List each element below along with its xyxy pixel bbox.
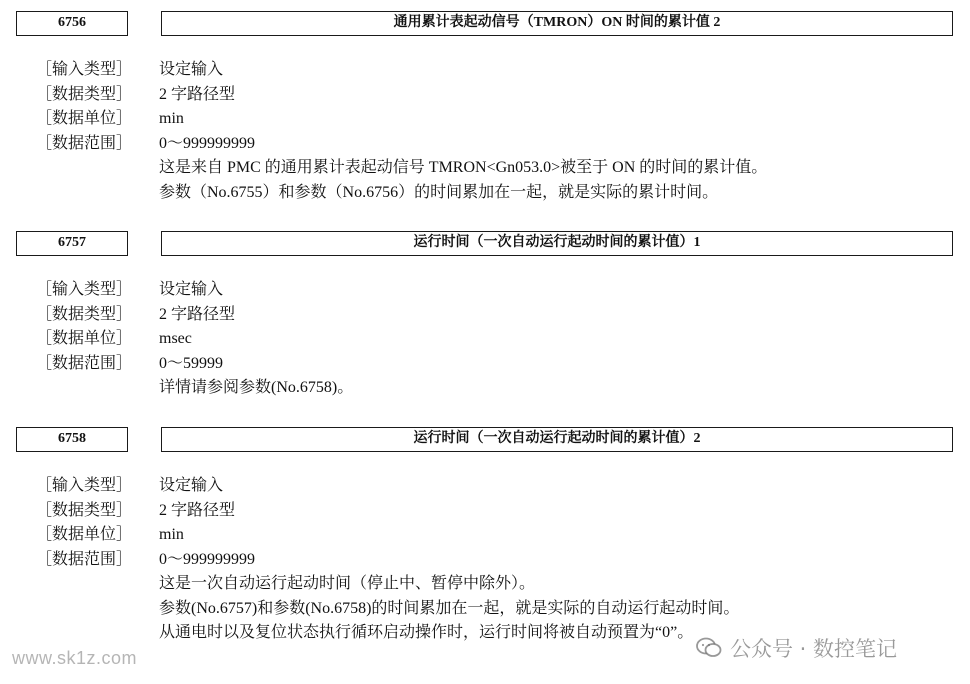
field-value: 设定输入 (159, 477, 224, 494)
param-number: 6758 (16, 427, 128, 452)
field-label: ［输入类型］ (36, 281, 133, 298)
field-label: ［数据单位］ (36, 526, 133, 543)
field-value: 0～59999 (159, 354, 224, 372)
field-data-range (36, 352, 956, 377)
field-label: ［数据范围］ (36, 134, 133, 152)
field-data-range (36, 132, 956, 157)
field-value: min (159, 526, 184, 543)
field-data-unit (36, 107, 956, 132)
description-line: 详情请参阅参数(No.6758)。 (159, 379, 354, 396)
field-value: 设定输入 (159, 61, 224, 78)
field-value: 2 字路径型 (159, 85, 236, 103)
field-value: 2 字路径型 (159, 501, 236, 519)
wechat-icon (696, 637, 722, 659)
field-data-type (36, 303, 956, 328)
param-fields (36, 474, 956, 646)
description-line: 参数(No.6757)和参数(No.6758)的时间累加在一起，就是实际的自动运行起动时间。 (159, 599, 740, 617)
field-label: ［输入类型］ (36, 61, 133, 78)
field-data-type (36, 499, 956, 524)
watermark-account-text: 公众号 · 数控笔记 (730, 637, 898, 661)
field-data-type (36, 83, 956, 108)
param-number: 6756 (16, 11, 128, 36)
field-label: ［数据类型］ (36, 305, 133, 323)
field-value: min (159, 110, 184, 127)
watermark-account (696, 632, 897, 664)
field-value: 设定输入 (159, 281, 224, 298)
field-label: ［数据范围］ (36, 354, 133, 372)
description-line: 这是一次自动运行起动时间（停止中、暂停中除外）。 (159, 575, 536, 592)
param-title: 运行时间（一次自动运行起动时间的累计值）2 (161, 427, 953, 452)
field-data-range (36, 548, 956, 573)
field-label: ［数据单位］ (36, 110, 133, 127)
param-fields (36, 278, 956, 401)
field-label: ［输入类型］ (36, 477, 133, 494)
field-input-type (36, 278, 956, 303)
watermark-site: www.sk1z.com (12, 648, 138, 668)
field-data-unit (36, 523, 956, 548)
param-title: 通用累计表起动信号（TMRON）ON 时间的累计值 2 (161, 11, 953, 36)
field-label: ［数据单位］ (36, 330, 133, 347)
description-line: 这是来自 PMC 的通用累计表起动信号 TMRON<Gn053.0>被至于 ON 的时间的累计值。 (159, 159, 768, 176)
description-line: 从通电时以及复位状态执行循环启动操作时，运行时间将被自动预置为“0”。 (159, 624, 694, 641)
field-label: ［数据范围］ (36, 550, 133, 568)
field-value: 0～999999999 (159, 550, 256, 568)
field-data-unit (36, 327, 956, 352)
field-input-type (36, 58, 956, 83)
field-input-type (36, 474, 956, 499)
description-line: 参数（No.6755）和参数（No.6756）的时间累加在一起，就是实际的累计时间。 (159, 183, 719, 201)
field-value: msec (159, 330, 192, 347)
param-title: 运行时间（一次自动运行起动时间的累计值）1 (161, 231, 953, 256)
field-label: ［数据类型］ (36, 501, 133, 519)
field-value: 2 字路径型 (159, 305, 236, 323)
field-value: 0～999999999 (159, 134, 256, 152)
field-label: ［数据类型］ (36, 85, 133, 103)
param-number: 6757 (16, 231, 128, 256)
param-fields (36, 58, 956, 205)
